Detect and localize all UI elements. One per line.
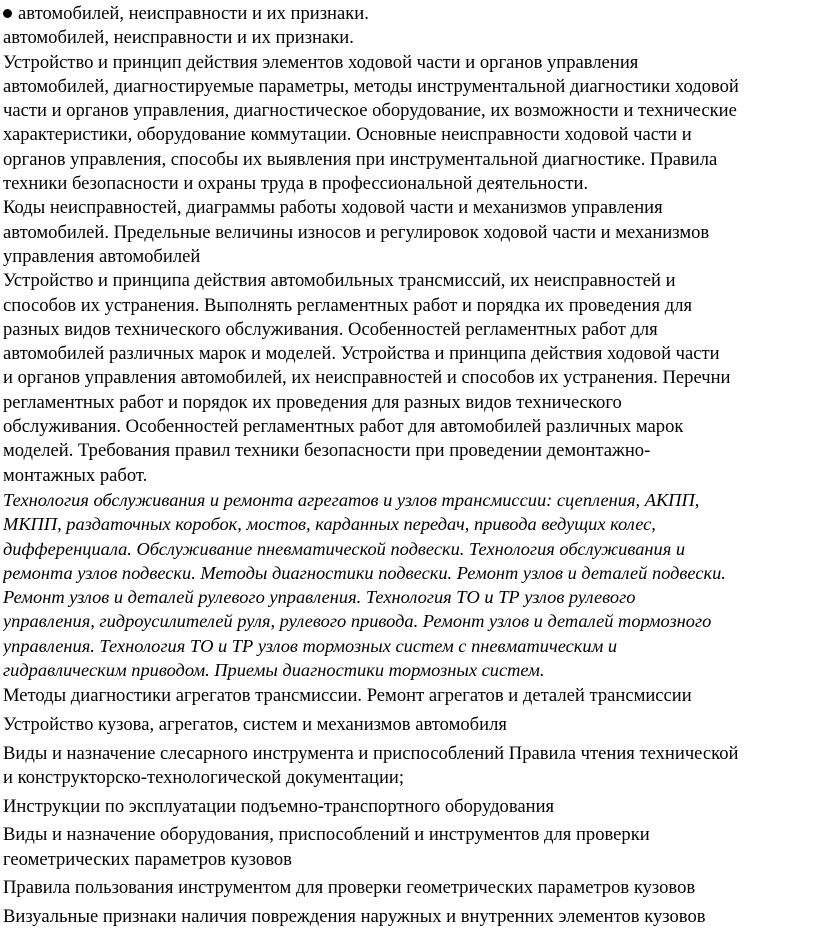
text-line: моделей. Требования правил техники безопасности при проведении демонтажно- — [3, 440, 651, 462]
italic-line: гидравлическим приводом. Приемы диагностики тормозных систем. — [3, 660, 545, 681]
text-line: Виды и назначение слесарного инструмента и приспособлений Правила чтения технической — [3, 742, 739, 764]
text-line: Правила пользования инструментом для проверки геометрических параметров кузовов — [3, 877, 696, 899]
text-line: геометрических параметров кузовов — [3, 848, 292, 870]
text-line: Визуальные признаки наличия повреждения наружных и внутренних элементов кузовов — [3, 906, 706, 928]
italic-line: управления, гидроусилителей руля, рулевого привода. Ремонт узлов и деталей тормозного — [3, 611, 712, 632]
italic-line: управления. Технология ТО и ТР узлов тормозных систем с пневматическим и — [3, 635, 618, 656]
text-line: управления автомобилей — [3, 245, 201, 267]
text-line: автомобилей различных марок и моделей. Устройства и принципа действия ходовой части — [3, 343, 720, 365]
italic-line: Технология обслуживания и ремонта агрегатов и узлов трансмиссии: сцепления, АКПП, — [3, 489, 700, 510]
text-line: монтажных работ. — [3, 464, 148, 486]
italic-line: дифференциала. Обслуживание пневматической подвески. Технология обслуживания и — [3, 538, 686, 559]
text-line: автомобилей. Предельные величины износов и регулировок ходовой части и механизмов — [3, 221, 710, 243]
text-line: регламентных работ и порядок их проведения для разных видов технического — [3, 391, 622, 413]
text-line: техники безопасности и охраны труда в профессиональной деятельности. — [3, 173, 589, 195]
bullet-icon — [3, 9, 12, 18]
text-line: обслуживания. Особенностей регламентных работ для автомобилей различных марок — [3, 416, 684, 438]
text-line: Устройство кузова, агрегатов, систем и механизмов автомобиля — [3, 714, 507, 735]
text-line: характеристики, оборудование коммутации. Основные неисправности ходовой части и — [3, 124, 692, 146]
text-line: автомобилей, неисправности и их признаки. — [18, 3, 369, 24]
italic-line: МКПП, раздаточных коробок, мостов, карданных передач, привода ведущих колес, — [3, 514, 656, 535]
text-line: органов управления, способы их выявления при инструментальной диагностике. Правила — [3, 148, 718, 170]
text-line: автомобилей, диагностируемые параметры, методы инструментальной диагностики ходовой — [3, 75, 739, 97]
text-line: Устройство и принцип действия элементов ходовой части и органов управления — [3, 51, 639, 73]
text-line: Методы диагностики агрегатов трансмиссии. Ремонт агрегатов и деталей трансмиссии — [3, 685, 692, 707]
text-line: способов их устранения. Выполнять регламентных работ и порядка их проведения для — [3, 294, 693, 316]
text-line: и конструкторско-технологической документации; — [3, 766, 405, 788]
text-line: Инструкции по эксплуатации подъемно-транспортного оборудования — [3, 795, 555, 817]
italic-line: ремонта узлов подвески. Методы диагностики подвески. Ремонт узлов и деталей подвески. — [3, 562, 726, 583]
text-line: части и органов управления, диагностическое оборудование, их возможности и технические — [3, 100, 737, 122]
text-line: автомобилей, неисправности и их признаки. — [3, 27, 354, 49]
text-line: и органов управления автомобилей, их неисправностей и способов их устранения. Перечни — [3, 367, 731, 389]
text-line: Устройство и принципа действия автомобильных трансмиссий, их неисправностей и — [3, 270, 676, 292]
text-line: Коды неисправностей, диаграммы работы ходовой части и механизмов управления — [3, 197, 663, 219]
text-line: Виды и назначение оборудования, приспособлений и инструментов для проверки — [3, 824, 650, 846]
bullet-line — [3, 2, 810, 26]
text-line: разных видов технического обслуживания. Особенностей регламентных работ для — [3, 318, 658, 340]
italic-line: Ремонт узлов и деталей рулевого управления. Технология ТО и ТР узлов рулевого — [3, 587, 636, 608]
